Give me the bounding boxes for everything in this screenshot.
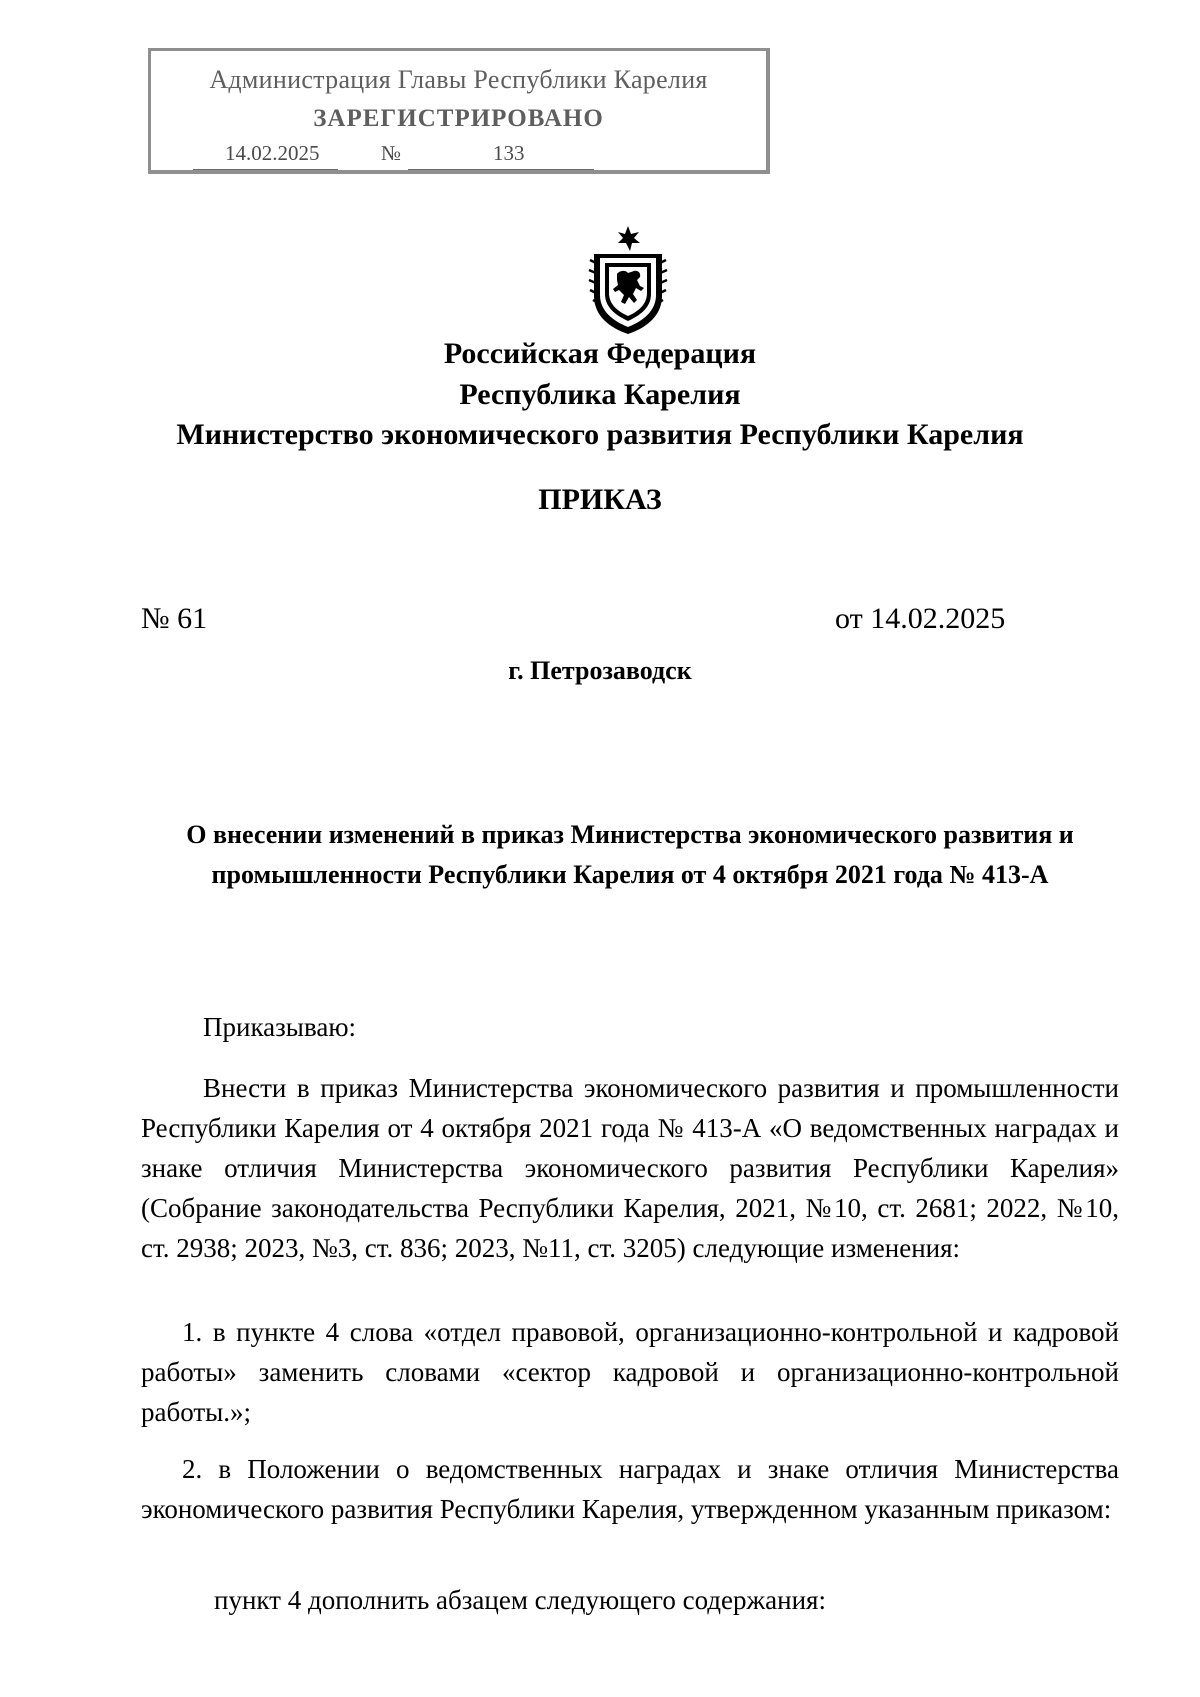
item-2-block	[141, 1449, 1119, 1529]
karelia-coat-of-arms-icon	[584, 224, 672, 336]
stamp-number-label: №	[381, 141, 402, 165]
ministry-heading: Министерство экономического развития Республики Карелия	[176, 418, 1024, 451]
main-paragraph: Внести в приказ Министерства экономического развития и промышленности Республики Карелия от 4 октября 2021 года № 413-А «О ведомственных наградах и знаке отличия Министерства экономического развития Республики Карелия» (Собрание законодательства Республики Карелия, 2021, №10, ст. 2681; 2022, №10, ст. 2938; 2023, №3, ст. 836; 2023, №11, ст. 3205) следующие изменения:	[141, 1073, 1119, 1263]
stamp-date: 14.02.2025	[225, 141, 320, 165]
item-2-sub: пункт 4 дополнить абзацем следующего содержания:	[214, 1585, 826, 1615]
document-title	[140, 815, 1120, 895]
order-date: от 14.02.2025	[835, 602, 1006, 635]
republic-heading: Республика Карелия	[459, 378, 741, 411]
title-line-2: промышленности Республики Карелия от 4 октября 2021 года № 413-А	[211, 860, 1049, 889]
item-2-sub-block	[141, 1580, 1119, 1620]
order-number: № 61	[141, 602, 208, 635]
stamp-number-field	[408, 141, 594, 170]
order-word-block	[141, 1007, 1119, 1047]
country-heading: Российская Федерация	[443, 337, 757, 370]
item-2: 2. в Положении о ведомственных наградах и знаке отличия Министерства экономического развития Республики Карелия, утвержденном указанным приказом:	[141, 1454, 1119, 1524]
document-type: ПРИКАЗ	[538, 483, 662, 516]
stamp-status: ЗАРЕГИСТРИРОВАНО	[313, 105, 604, 132]
order-word: Приказываю:	[203, 1012, 356, 1042]
main-paragraph-block	[141, 1068, 1119, 1268]
stamp-organization: Администрация Главы Республики Карелия	[209, 65, 708, 94]
stamp-date-field	[193, 141, 338, 170]
title-line-1: О внесении изменений в приказ Министерства экономического развития и	[186, 820, 1074, 849]
registration-stamp	[148, 48, 770, 174]
item-1: 1. в пункте 4 слова «отдел правовой, организационно-контрольной и кадровой работы» заменить словами «сектор кадровой и организационно-контрольной работы.»;	[141, 1317, 1119, 1427]
item-1-block	[141, 1312, 1119, 1432]
city: г. Петрозаводск	[508, 656, 692, 685]
stamp-number: 133	[493, 141, 525, 165]
